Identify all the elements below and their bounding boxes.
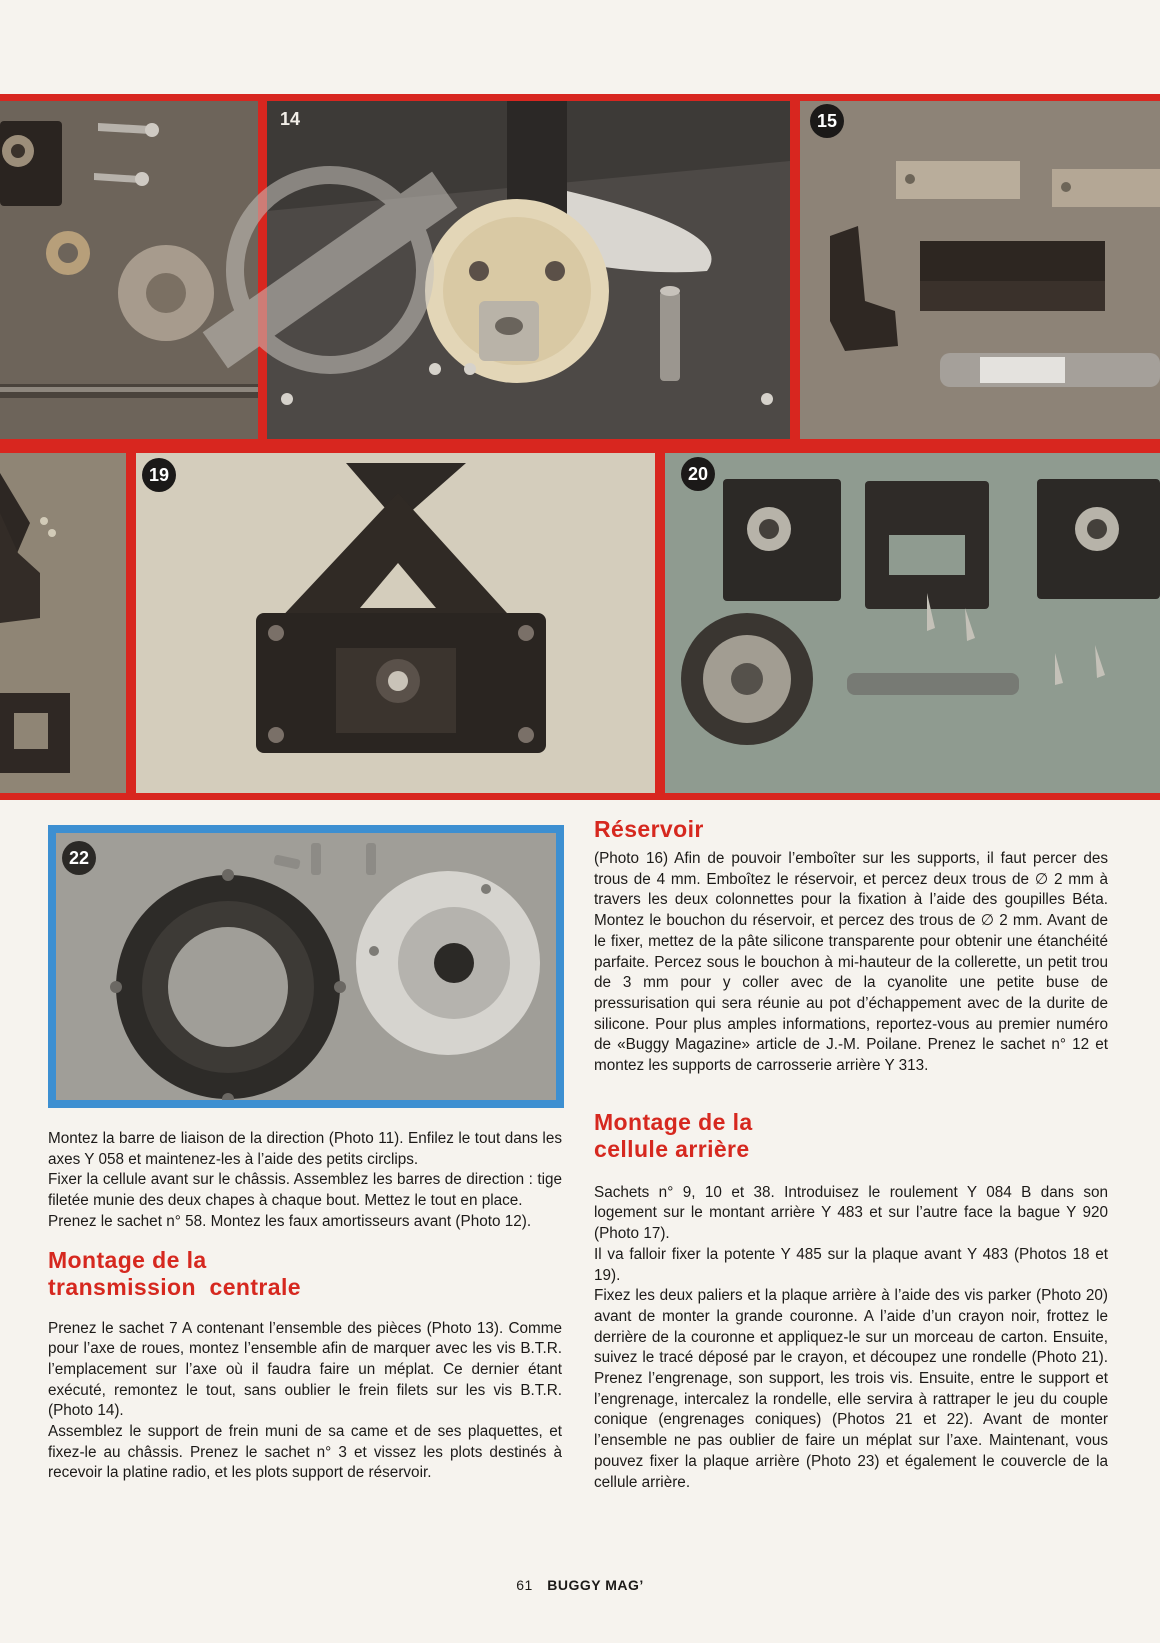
- paragraph: Fixez les deux paliers et la plaque arrière à l’aide des vis parker (Photo 20) avant de monter la grande couronne. A l’aide d’un crayon noir, frottez le derrière de la couronne et appliquez-le sur un morceau de carton. Ensuite, suivez le tracé déposé par le crayon, et découpez une rondelle (Photo 21). Prenez l’engrenage, son support, les trois vis. Ensuite, entre le support et l’engrenage, intercalez la rondelle, elle servira à rattraper le jeu du couple conique (engrenages coniques) (Photos 21 et 22). Avant de monter l’ensemble ne pas oublier de faire un méplat sur l’axe. Maintenant, vous pouvez fixer la plaque arrière (Photo 23) et également le couvercle de la cellule arrière.: [594, 1287, 1108, 1491]
- photo-22-number: 22: [62, 841, 96, 875]
- paragraph: Assemblez le support de frein muni de sa came et de ses plaquettes, et fixez-le au châssis. Prenez le sachet n° 3 et vissez les plots destinés à recevoir la platine radio, et les plots support de réservoir.: [48, 1423, 562, 1482]
- heading-line: cellule arrière: [594, 1135, 750, 1162]
- page-number: 61: [516, 1577, 533, 1593]
- paragraph: Montez la barre de liaison de la direction (Photo 11). Enfilez le tout dans les axes Y 058 et maintenez-les à l’aide des petits circlips.: [48, 1130, 562, 1168]
- photo-18-partial: [0, 453, 126, 793]
- heading-line: transmission centrale: [48, 1273, 301, 1300]
- paragraph: Prenez le sachet n° 58. Montez les faux amortisseurs avant (Photo 12).: [48, 1212, 532, 1230]
- heading-line: Montage de la: [48, 1246, 207, 1273]
- paragraph: Fixer la cellule avant sur le châssis. Assemblez les barres de direction : tige filetée munie des deux chapes à chaque bout. Mettez le tout en place.: [48, 1171, 562, 1210]
- photo-19-number: 19: [142, 458, 176, 492]
- photo-22-frame: [48, 825, 564, 1108]
- page-footer: [0, 1577, 1160, 1593]
- magazine-name: BUGGY MAG’: [547, 1577, 644, 1593]
- left-column: [48, 1129, 562, 1484]
- paragraph: (Photo 16) Afin de pouvoir l’emboîter sur les supports, il faut percer des trous de 4 mm. Emboîtez le réservoir, et percez deux trous de ∅ 2 mm à travers les deux colonnettes pour la fixation à l’aide des goupilles Béta. Montez le bouchon du réservoir, et percez des trous de ∅ 2 mm. Avant de le fixer, mettez de la pâte silicone transparente pour obtenir une étanchéité parfaite. Percez sous le bouchon à mi-hauteur de la collerette, un petit trou de 3 mm pour y coller avec de la cyanolite une petite buse de pressurisation qui sera réunie au pot d’échappement avec de la durite de silicone. Pour plus amples informations, reportez-vous au premier numéro de «Buggy Magazine» article de J.-M. Poilane. Prenez le sachet n° 12 et montez les supports de carrosserie arrière Y 313.: [594, 850, 1108, 1075]
- paragraph: Prenez le sachet 7 A contenant l’ensemble des pièces (Photo 13). Comme pour l’axe de roues, montez l’ensemble afin de marquer avec les vis B.T.R. l’emplacement sur l’axe où il faudra faire un méplat. Ce dernier étant exécuté, remontez le tout, sans oublier le frein filets sur les vis B.T.R. (Photo 14).: [48, 1319, 562, 1420]
- right-column: [594, 816, 1108, 1493]
- photo-15: [800, 101, 1160, 439]
- paragraph: Il va falloir fixer la potente Y 485 sur la plaque avant Y 483 (Photos 18 et 19).: [594, 1245, 1108, 1284]
- photo-14: [267, 101, 790, 439]
- paragraph: Sachets n° 9, 10 et 38. Introduisez le roulement Y 084 B dans son logement sur le montant arrière Y 483 et sur l’autre face la bague Y 920 (Photo 17).: [594, 1183, 1108, 1243]
- photo-22: [56, 833, 556, 1100]
- section-heading-reservoir: Réservoir: [594, 816, 704, 842]
- section-heading-cellule-arriere: [594, 1109, 1108, 1163]
- photo-20-number: 20: [681, 457, 715, 491]
- photo-15-number: 15: [810, 104, 844, 138]
- photo-14-number: 14: [279, 109, 301, 129]
- photo-13-partial: [0, 101, 258, 439]
- photo-20: [665, 453, 1160, 793]
- heading-line: Montage de la: [594, 1108, 753, 1135]
- section-heading-transmission: [48, 1247, 562, 1301]
- photo-19: [136, 453, 655, 793]
